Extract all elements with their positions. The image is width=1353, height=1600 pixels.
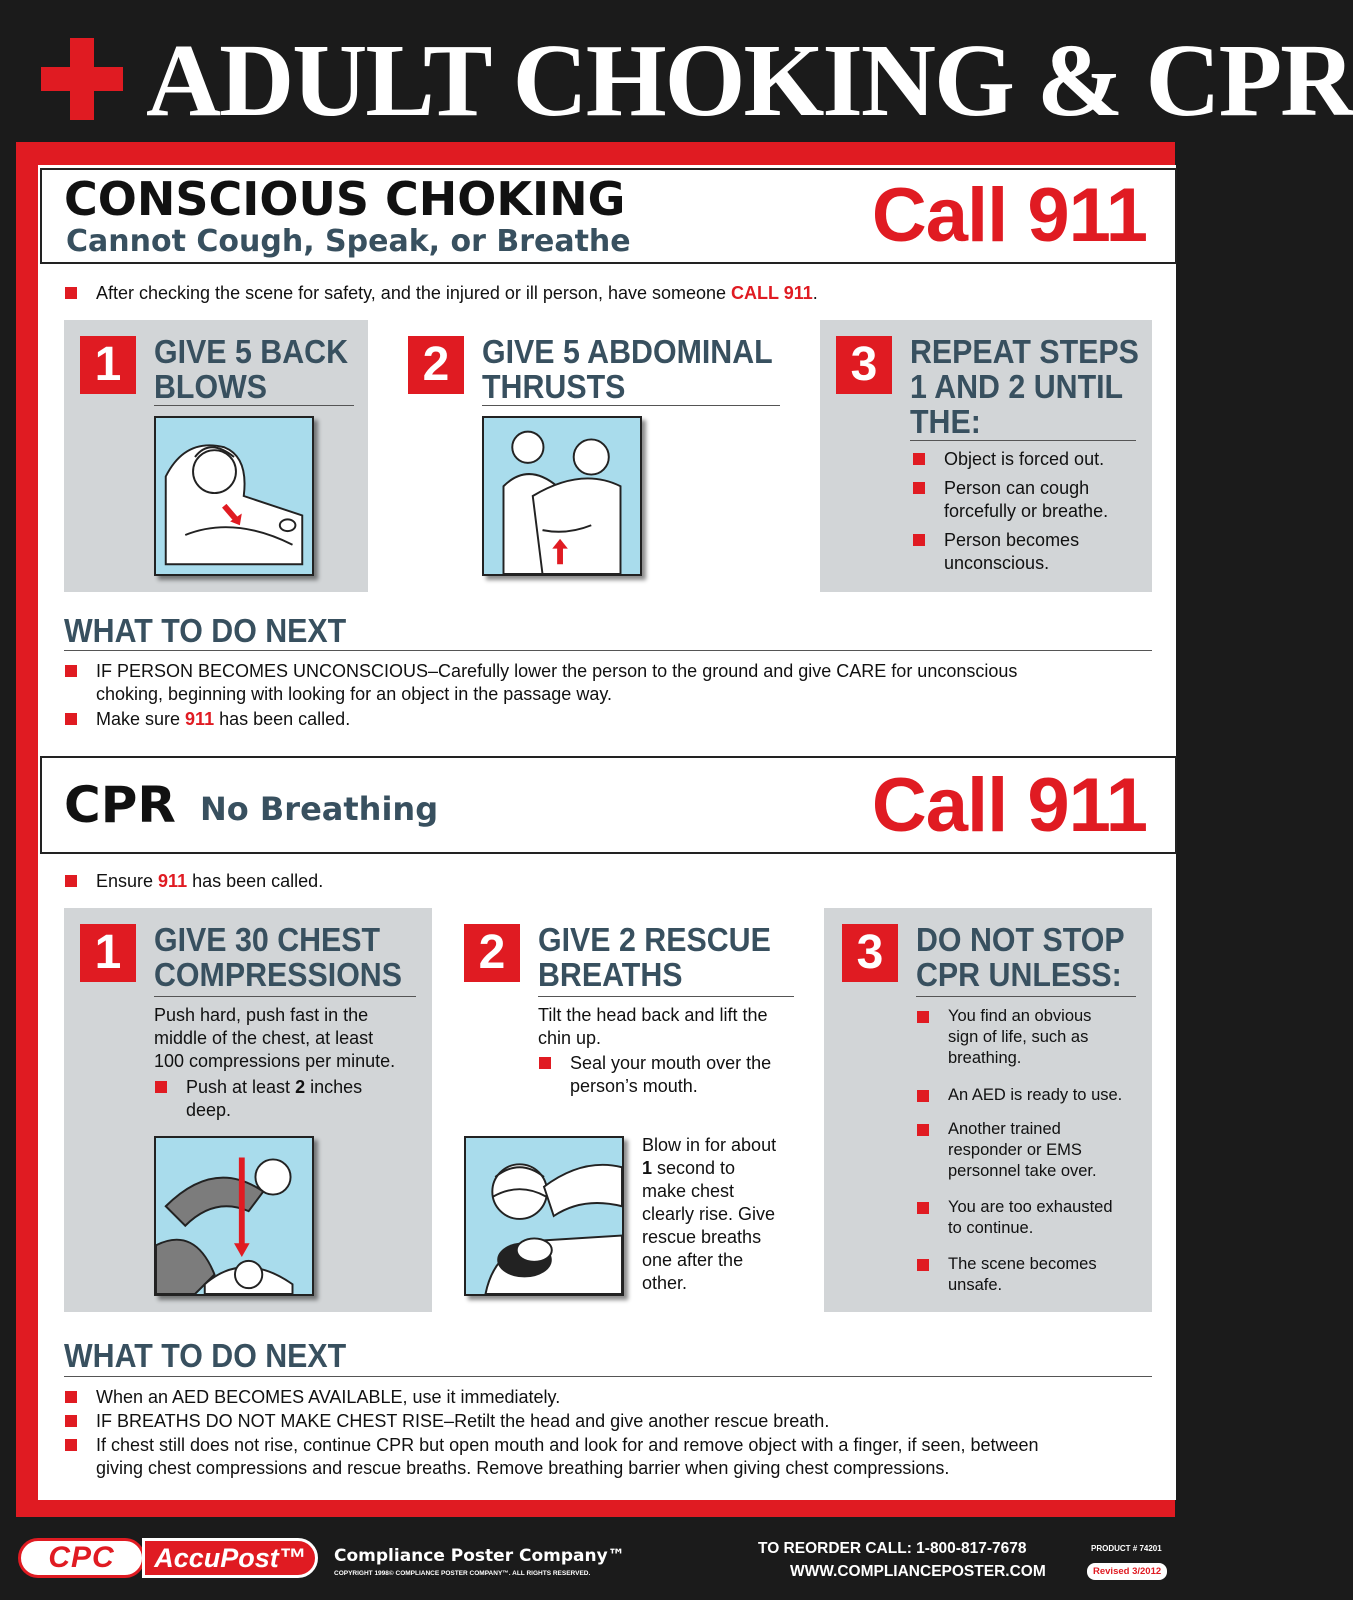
company-name: Compliance Poster Company™ — [334, 1546, 625, 1566]
cpr-next-title: WHAT TO DO NEXT — [64, 1337, 347, 1374]
choking-next-item-1-line2: choking, beginning with looking for an object in the passage way. — [96, 684, 612, 704]
copyright-text: COPYRIGHT 1998© COMPLIANCE POSTER COMPANY™. ALL RIGHTS RESERVED. — [334, 1570, 591, 1577]
cpr-intro-911: 911 — [158, 871, 188, 891]
cpr-step-3-item-3-line2: responder or EMS — [948, 1141, 1082, 1159]
choking-step-3-item-1-text: Object is forced out. — [944, 449, 1105, 469]
cpr-step-3-title-line1: DO NOT STOP — [916, 921, 1125, 958]
choking-step-1-rule — [154, 405, 354, 406]
cpr-step-3-item-5-line1: The scene becomes — [948, 1255, 1097, 1273]
cpr-next-item-3 — [96, 1434, 1039, 1480]
choking-step-3-item-3 — [944, 529, 1079, 575]
choking-step-3-title-line2: 1 AND 2 UNTIL — [910, 368, 1124, 405]
red-cross-horizontal — [41, 67, 123, 91]
cpr-title: CPR — [64, 776, 176, 834]
choking-intro-period: . — [812, 283, 818, 303]
cpr-intro-tail: has been called. — [187, 871, 324, 891]
cpr-step-2-sub-line2: person’s mouth. — [570, 1076, 698, 1096]
cpr-step-2-side-line3: make chest — [642, 1181, 735, 1201]
choking-next-item-2-text: Make sure — [96, 709, 186, 729]
cpr-step-1-title-line2: COMPRESSIONS — [154, 956, 402, 993]
cpr-step-3-item-5 — [948, 1254, 1097, 1296]
cpr-step-3-item-3-line3: personnel take over. — [948, 1162, 1097, 1180]
choking-step-1-title — [154, 334, 348, 404]
cpr-step-3-item-1-line1: You find an obvious — [948, 1007, 1092, 1025]
cpr-step-3-item-1-line2: sign of life, such as — [948, 1028, 1089, 1046]
cpr-intro-text: Ensure — [96, 871, 159, 891]
cpr-next-item-2: IF BREATHS DO NOT MAKE CHEST RISE–Retilt the head and give another rescue breath. — [96, 1411, 830, 1431]
cpr-step-3-item-4-line2: to continue. — [948, 1219, 1034, 1237]
choking-step-3-title-line3: THE: — [910, 403, 981, 440]
cpr-step-1-body-line1: Push hard, push fast in the — [154, 1005, 369, 1025]
cpr-step-2-body-line2: chin up. — [538, 1028, 602, 1048]
cpr-step-1-body-line3: 100 compressions per minute. — [154, 1051, 396, 1071]
cpr-step-2-title — [538, 922, 771, 992]
abdominal-thrusts-illustration — [482, 416, 642, 576]
choking-next-item-1 — [96, 660, 1017, 706]
cpr-step-1-sub-number: 2 — [295, 1077, 306, 1097]
choking-step-1-number: 1 — [80, 336, 136, 394]
choking-next-rule — [64, 650, 1152, 651]
choking-intro — [96, 282, 818, 305]
cpc-logo: CPC — [18, 1538, 145, 1578]
cpr-step-1-rule — [154, 996, 416, 997]
choking-step-1-title-line2: BLOWS — [154, 368, 268, 405]
cpr-step-3-number: 3 — [842, 924, 898, 982]
product-number: PRODUCT # 74201 — [1091, 1544, 1162, 1553]
cpr-step-2-side-number: 1 — [642, 1158, 653, 1178]
cpr-next-item-3-line1: If chest still does not rise, continue CPR but open mouth and look for and remove object with a finger, if seen, between — [96, 1435, 1039, 1455]
cpr-step-1-sub-unit: inches — [305, 1077, 363, 1097]
choking-next-item-1-line1: IF PERSON BECOMES UNCONSCIOUS–Carefully lower the person to the ground and give CARE for unconscious — [96, 661, 1018, 681]
cpr-step-1-sub — [186, 1076, 362, 1122]
choking-step-3-title-line1: REPEAT STEPS — [910, 333, 1139, 370]
cpr-next-item-1: When an AED BECOMES AVAILABLE, use it immediately. — [96, 1387, 561, 1407]
cpr-step-1-number: 1 — [80, 924, 136, 982]
cpr-step-2-side-line2: second to — [652, 1158, 736, 1178]
cpr-step-1-sub-text: Push at least — [186, 1077, 296, 1097]
choking-step-3-number: 3 — [836, 336, 892, 394]
poster-title: ADULT CHOKING & CPR — [146, 23, 1353, 138]
cpr-step-2-sub-line1: Seal your mouth over the — [570, 1053, 772, 1073]
cpr-step-3-item-5-line2: unsafe. — [948, 1276, 1003, 1294]
cpr-step-2-side-line1: Blow in for about — [642, 1135, 777, 1155]
choking-call-911: Call 911 — [871, 173, 1147, 258]
choking-step-2-rule — [482, 405, 780, 406]
choking-intro-text: After checking the scene for safety, and the injured or ill person, have someone — [96, 283, 732, 303]
choking-next-title: WHAT TO DO NEXT — [64, 612, 347, 649]
choking-next-item-2-tail: has been called. — [214, 709, 351, 729]
choking-step-2-number: 2 — [408, 336, 464, 394]
cpr-step-2-side-line4: clearly rise. Give — [642, 1204, 776, 1224]
choking-step-3-item-2 — [944, 477, 1108, 523]
choking-next-item-2 — [96, 708, 350, 731]
choking-step-1-title-line1: GIVE 5 BACK — [154, 333, 349, 370]
cpr-step-3-item-4-line1: You are too exhausted — [948, 1198, 1113, 1216]
choking-step-3-item-2-line1: Person can cough — [944, 478, 1090, 498]
choking-step-3-rule — [910, 440, 1136, 441]
chest-compressions-illustration — [154, 1136, 314, 1296]
cpr-next-rule — [64, 1376, 1152, 1377]
choking-step-3-title — [910, 334, 1139, 439]
choking-step-2-title-line1: GIVE 5 ABDOMINAL — [482, 333, 773, 370]
cpr-step-3-item-1 — [948, 1006, 1091, 1069]
choking-step-3-item-3-line2: unconscious. — [944, 553, 1050, 573]
cpr-step-3-item-3 — [948, 1119, 1097, 1182]
chest-compressions-drawing — [156, 1138, 312, 1294]
accupost-logo: AccuPost™ — [142, 1538, 318, 1578]
reorder-phone: TO REORDER CALL: 1-800-817-7678 — [758, 1540, 1027, 1557]
choking-title: CONSCIOUS CHOKING — [64, 172, 626, 226]
cpr-step-1-body-line2: middle of the chest, at least — [154, 1028, 374, 1048]
website-url: WWW.COMPLIANCEPOSTER.COM — [790, 1563, 1046, 1580]
cpr-step-3-item-4 — [948, 1197, 1113, 1239]
cpr-step-2-rule — [538, 996, 794, 997]
choking-step-3-item-2-line2: forcefully or breathe. — [944, 501, 1109, 521]
rescue-breaths-illustration — [464, 1136, 624, 1296]
cpr-step-2-sub — [570, 1052, 771, 1098]
cpr-step-2-side-line6: one after the — [642, 1250, 744, 1270]
cpr-step-3-title — [916, 922, 1125, 992]
choking-step-3-item-1 — [944, 448, 1104, 471]
back-blows-drawing — [156, 418, 312, 574]
cpr-step-2-body-line1: Tilt the head back and lift the — [538, 1005, 768, 1025]
choking-next-item-2-911: 911 — [185, 709, 215, 729]
cpr-step-1-sub-line2: deep. — [186, 1100, 232, 1120]
cpr-call-911: Call 911 — [871, 763, 1147, 848]
rescue-breaths-drawing — [466, 1138, 622, 1294]
cpr-step-2-number: 2 — [464, 924, 520, 982]
cpr-step-2-side-line5: rescue breaths — [642, 1227, 762, 1247]
cpr-step-1-title-line1: GIVE 30 CHEST — [154, 921, 381, 958]
revised-badge: Revised 3/2012 — [1087, 1563, 1167, 1580]
choking-step-3-item-3-line1: Person becomes — [944, 530, 1080, 550]
choking-intro-call: CALL 911 — [731, 283, 813, 303]
cpr-step-1-title — [154, 922, 402, 992]
back-blows-illustration — [154, 416, 314, 576]
choking-step-2-title-line2: THRUSTS — [482, 368, 626, 405]
cpr-step-1-body — [154, 1004, 395, 1073]
cpr-step-3-item-3-line1: Another trained — [948, 1120, 1061, 1138]
cpr-step-2-side-line7: other. — [642, 1273, 688, 1293]
abdominal-thrusts-drawing — [484, 418, 640, 574]
cpr-next-item-3-line2: giving chest compressions and rescue breaths. Remove breathing barrier when giving chest compressions. — [96, 1458, 950, 1478]
cpr-step-2-body — [538, 1004, 767, 1050]
choking-subtitle: Cannot Cough, Speak, or Breathe — [66, 224, 631, 259]
cpr-step-2-title-line2: BREATHS — [538, 956, 683, 993]
cpr-step-2-side — [642, 1134, 776, 1295]
cpr-step-3-rule — [916, 996, 1136, 997]
choking-section-header — [40, 168, 1177, 264]
cpr-subtitle: No Breathing — [200, 790, 439, 828]
cpr-intro — [96, 870, 323, 893]
cpr-step-3-item-2 — [948, 1085, 1122, 1106]
cpr-step-3-title-line2: CPR UNLESS: — [916, 956, 1122, 993]
choking-step-2-title — [482, 334, 773, 404]
cpr-step-3-item-2-text: An AED is ready to use. — [948, 1086, 1123, 1104]
cpr-section-header — [40, 756, 1177, 854]
cpr-step-2-title-line1: GIVE 2 RESCUE — [538, 921, 771, 958]
cpr-step-3-item-1-line3: breathing. — [948, 1049, 1022, 1067]
